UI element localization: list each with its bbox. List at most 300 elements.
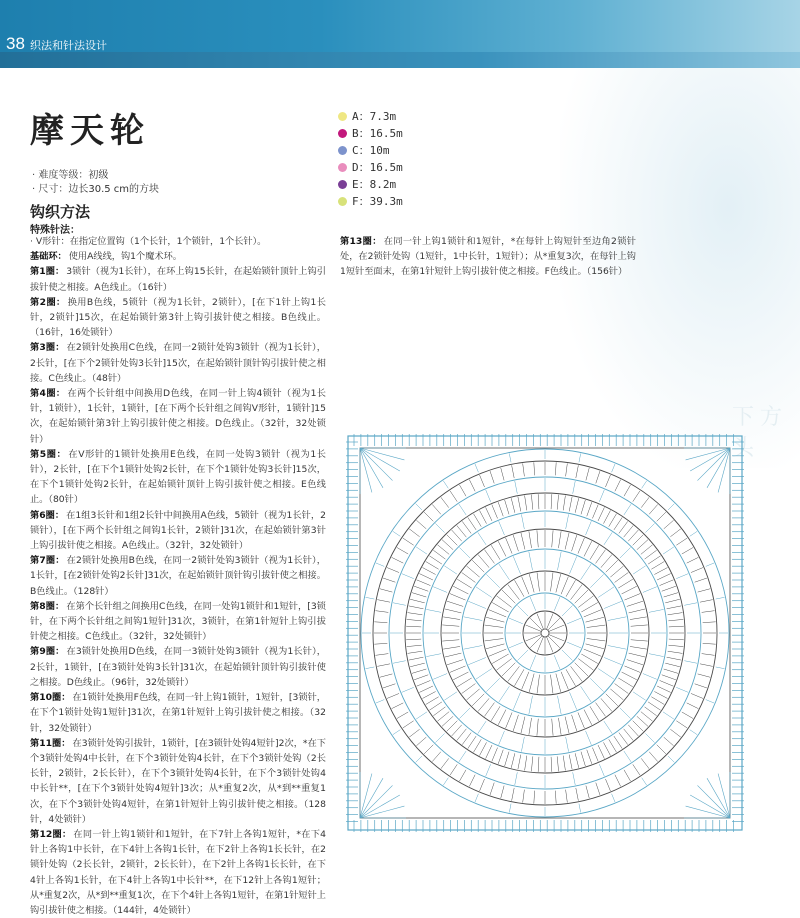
stitch-mark [615, 775, 621, 787]
stitch-mark [522, 672, 529, 690]
stitch-mark [499, 564, 510, 580]
stitch-mark [392, 557, 404, 563]
stitch-mark [529, 718, 532, 735]
stitch-mark [668, 645, 683, 646]
stitch-mark [484, 550, 494, 564]
round-label: 第11圈： [30, 737, 71, 749]
stitch-mark [682, 548, 693, 555]
stitch-mark [452, 530, 462, 541]
stitch-mark [485, 625, 504, 627]
stitch-mark [596, 783, 600, 795]
stitch-mark [614, 736, 622, 748]
stitch-mark [691, 693, 703, 698]
yarn-item [338, 193, 403, 210]
stitch-mark [548, 636, 560, 648]
stitch-mark [392, 703, 404, 709]
stitch-mark [409, 606, 424, 609]
stitch-mark [590, 574, 603, 587]
stitch-mark [584, 649, 602, 656]
stitch-mark [537, 614, 544, 630]
stitch-mark [509, 618, 523, 624]
stitch-mark [442, 640, 459, 641]
stitch-mark [474, 514, 482, 527]
stitch-mark [447, 721, 458, 732]
stitch-mark [581, 500, 585, 514]
yarn-amount: 16.5m [369, 161, 403, 174]
instruction-text: 在2锁针处换用B色线，在同一2锁针处钩3锁针（视为1长针），1长针，[在2锁针处钩2长针]31次，在起始锁针顶针钩引拔针使之相接。B色线止。（128针） [30, 555, 326, 597]
stitch-mark [668, 651, 683, 653]
stitch-mark [414, 675, 428, 680]
instruction-paragraph [30, 295, 326, 341]
stitch-mark [566, 580, 576, 596]
stitch-mark [581, 603, 597, 613]
stitch-mark [529, 574, 534, 592]
instruction-paragraph [30, 553, 326, 599]
stitch-mark [620, 708, 631, 719]
instruction-paragraph [30, 340, 326, 386]
stitch-mark [566, 737, 569, 752]
stitch-mark [663, 547, 674, 554]
stitch-mark [498, 502, 503, 516]
instruction-text: 使用A线线，钩1个魔术环。 [68, 251, 182, 263]
stitch-mark [435, 523, 444, 532]
stitch-mark [608, 645, 627, 649]
yarn-label: B： [352, 127, 370, 140]
stitch-mark [489, 610, 507, 617]
corner-stitch [360, 806, 404, 818]
stitch-mark [643, 587, 657, 593]
stitch-mark [433, 587, 447, 593]
stitch-mark [579, 804, 581, 813]
stitch-mark [444, 692, 456, 700]
instruction-paragraph [30, 447, 326, 508]
stitch-mark [633, 764, 640, 775]
stitch-mark [464, 617, 483, 621]
stitch-mark [603, 510, 610, 523]
stitch-mark [624, 666, 640, 673]
stitch-mark [698, 589, 711, 592]
stitch-mark [393, 661, 406, 664]
instruction-paragraph [30, 690, 326, 736]
stitch-mark [698, 674, 711, 677]
stitch-mark [604, 657, 622, 664]
corner-stitch [718, 774, 730, 818]
stitch-mark [366, 597, 375, 599]
stitch-mark [562, 650, 573, 661]
crochet-chart [344, 432, 746, 834]
stitch-mark [633, 535, 644, 546]
stitch-mark [441, 497, 449, 507]
stitch-mark [662, 675, 676, 680]
stitch-mark [409, 729, 419, 737]
stitch-mark [657, 745, 666, 754]
stitch-mark [387, 693, 399, 698]
stitch-mark [422, 691, 435, 698]
stitch-mark [706, 700, 714, 703]
stitch-mark [586, 468, 589, 481]
stitch-mark [450, 764, 457, 775]
stitch-mark [416, 520, 426, 529]
stitch-mark [630, 617, 647, 620]
page-number: 38 [6, 34, 25, 53]
stitch-mark [518, 497, 521, 512]
stitch-mark [515, 772, 518, 785]
stitch-mark [660, 680, 674, 686]
round-label: 第7圈： [30, 555, 65, 567]
stitch-mark [460, 485, 467, 496]
stitch-mark [547, 614, 554, 630]
stitch-mark [537, 530, 538, 547]
stitch-mark [664, 593, 678, 597]
stitch-mark [573, 772, 576, 785]
stitch-mark [550, 573, 552, 592]
stitch-mark [670, 729, 680, 737]
stitch-mark [562, 605, 573, 616]
stitch-mark [556, 574, 561, 592]
stitch-mark [587, 638, 606, 640]
stitch-mark [433, 674, 447, 680]
stitch-mark [567, 618, 581, 624]
stitch-mark [604, 721, 612, 733]
stitch-mark [501, 786, 504, 799]
stitch-mark [499, 521, 505, 535]
stitch-mark [578, 538, 585, 554]
difficulty-line [32, 166, 108, 181]
stitch-mark [447, 660, 463, 665]
stitch-mark [464, 645, 483, 649]
instruction-paragraph [30, 264, 326, 294]
stitch-mark [442, 625, 459, 626]
method-heading: 钩织方法 [30, 203, 91, 221]
header-bar [0, 0, 800, 68]
stitch-mark [586, 617, 604, 622]
yarn-amount: 8.2m [369, 178, 397, 191]
stitch-mark [402, 687, 414, 692]
round-label: 第12圈： [30, 828, 72, 840]
stitch-mark [467, 689, 480, 700]
round-label: 第8圈： [30, 600, 65, 612]
stitch-mark [393, 531, 400, 536]
stitch-mark [403, 721, 414, 728]
stitch-mark [557, 552, 561, 571]
stitch-mark [486, 745, 492, 759]
stitch-mark [668, 619, 683, 620]
stitch-mark [406, 626, 421, 627]
special-stitch-label: 特殊针法： [30, 225, 80, 236]
stitch-mark [660, 580, 674, 586]
stitch-mark [375, 611, 388, 613]
stitch-mark [565, 717, 569, 734]
stitch-mark [492, 505, 498, 519]
stitch-mark [460, 770, 467, 781]
stitch-mark [592, 748, 598, 762]
stitch-mark [657, 512, 666, 521]
stitch-mark [526, 635, 542, 642]
stitch-mark [619, 521, 628, 533]
stitch-mark [537, 637, 544, 653]
stitch-mark [567, 642, 581, 648]
stitch-mark [531, 495, 532, 510]
instruction-paragraph [30, 386, 326, 447]
stitch-mark [486, 678, 499, 691]
yarn-color-swatch [338, 197, 347, 206]
stitch-mark [480, 475, 485, 487]
stitch-mark [648, 556, 660, 564]
stitch-mark [530, 618, 542, 630]
stitch-mark [472, 694, 484, 706]
stitch-mark [606, 560, 618, 572]
stitch-mark [569, 556, 576, 574]
stitch-mark [511, 498, 515, 513]
instruction-text: 在3锁针处钩引拔针，1锁针，[在3锁针处钩4短针]2次，*在下个3锁针处钩4中长针，在下个3锁针处钩4长针，在下个3锁针处钩（2长长针，2锁针，2长长针），在下个3锁针处钩4长针，在下个3锁针处钩4中长针**，[在下个3锁针处钩4短针]3次；从*重复2次，从*到**重复1次，在下个3锁针处钩4短针，在第1针短针上钩引拔针使之相接。（128针，4处锁针） [30, 737, 326, 825]
stitch-mark [387, 568, 399, 573]
stitch-mark [569, 692, 576, 710]
stitch-mark [450, 594, 466, 601]
stitch-mark [555, 791, 556, 804]
stitch-mark [555, 462, 556, 475]
stitch-mark [509, 804, 511, 813]
stitch-mark [628, 530, 638, 541]
stitch-mark [662, 586, 676, 591]
stitch-mark [409, 657, 424, 660]
yarn-color-swatch [338, 180, 347, 189]
stitch-mark [703, 622, 716, 623]
stitch-mark [515, 669, 525, 685]
yarn-item [338, 125, 403, 142]
stitch-mark [581, 564, 592, 580]
stitch-mark [695, 578, 707, 582]
stitch-mark [612, 464, 615, 472]
stitch-mark [596, 550, 606, 564]
stitch-mark [590, 706, 599, 720]
yarn-amount: 10m [369, 144, 390, 157]
stitch-mark [664, 520, 674, 529]
stitch-mark [445, 653, 462, 657]
stitch-mark [380, 674, 393, 677]
stitch-mark [376, 700, 384, 703]
yarn-color-swatch [338, 129, 347, 138]
stitch-mark [604, 532, 612, 544]
instruction-paragraph [340, 234, 636, 280]
stitch-mark [649, 609, 664, 612]
stitch-mark [565, 533, 569, 550]
stitch-mark [509, 454, 511, 463]
stitch-mark [479, 742, 486, 755]
stitch-mark [572, 715, 577, 731]
yarn-color-swatch [338, 163, 347, 172]
stitch-mark [618, 579, 632, 588]
stitch-mark [702, 611, 715, 613]
stitch-mark [700, 600, 713, 603]
stitch-mark [486, 507, 492, 521]
stitch-mark [376, 563, 384, 566]
size-value: 边长30.5 cm的方块 [68, 184, 160, 195]
stitch-mark [397, 712, 408, 719]
stitch-mark [612, 794, 615, 802]
stitch-mark [419, 686, 433, 692]
corner-stitch [686, 448, 730, 460]
stitch-mark [534, 462, 535, 475]
stitch-mark [631, 625, 648, 626]
round-label: 第3圈： [30, 342, 65, 354]
stitch-mark [459, 547, 470, 558]
stitch-mark [512, 788, 515, 801]
stitch-mark [552, 530, 553, 547]
stitch-mark [377, 664, 390, 667]
stitch-mark [374, 643, 387, 644]
stitch-mark [569, 755, 572, 770]
stitch-mark [407, 619, 422, 620]
stitch-mark [426, 654, 441, 657]
stitch-mark [416, 712, 427, 719]
decorative-text: 下方头 [732, 405, 789, 461]
stitch-mark [610, 689, 623, 700]
stitch-mark [637, 716, 648, 726]
stitch-mark [596, 471, 600, 483]
stitch-mark [716, 667, 725, 669]
stitch-mark [511, 753, 515, 768]
corner-stitch [360, 448, 372, 492]
stitch-mark [604, 601, 622, 608]
stitch-mark [505, 752, 509, 766]
stitch-mark [643, 674, 657, 680]
stitch-mark [525, 756, 527, 771]
stitch-mark [459, 708, 470, 719]
stitch-mark [573, 481, 576, 494]
stitch-mark [624, 594, 640, 601]
stitch-mark [383, 578, 395, 582]
stitch-mark [669, 639, 684, 640]
stitch-mark [478, 698, 489, 711]
stitch-mark [416, 737, 426, 746]
stitch-mark [552, 719, 553, 736]
stitch-mark [551, 494, 552, 509]
instructions-column-1 [30, 234, 326, 918]
stitch-mark [521, 514, 524, 529]
stitch-mark [576, 465, 579, 478]
yarn-list [338, 108, 403, 210]
stitch-mark [486, 644, 504, 649]
stitch-mark [408, 651, 423, 653]
stitch-mark [433, 707, 445, 716]
stitch-mark [549, 635, 565, 642]
stitch-mark [453, 672, 468, 680]
stitch-mark [377, 600, 390, 603]
round-label: 第5圈： [30, 448, 67, 460]
stitch-mark [641, 545, 653, 555]
stitch-mark [380, 589, 393, 592]
stitch-mark [558, 531, 561, 548]
stitch-mark [518, 755, 521, 770]
stitch-mark [566, 790, 568, 803]
stitch-mark [538, 757, 539, 772]
stitch-mark [690, 730, 697, 735]
stitch-mark [537, 675, 539, 694]
corner-stitch [360, 774, 372, 818]
stitch-mark [468, 517, 476, 529]
stitch-mark [397, 548, 408, 555]
stitch-mark [667, 657, 682, 660]
stitch-mark [402, 574, 414, 579]
stitch-mark [620, 547, 631, 558]
stitch-mark [645, 550, 657, 559]
stitch-mark [484, 703, 494, 717]
stitch-mark [645, 733, 654, 742]
stitch-mark [515, 580, 525, 596]
stitch-mark [523, 463, 525, 476]
instruction-text: 换用B色线，5锁针（视为1长针，2锁针），[在下1针上钩1长针，2锁针]15次，在起始锁针第3针上钩引拔针使之相接。B色线止。（16针，16处锁针） [30, 296, 326, 339]
stitch-mark [424, 745, 433, 754]
stitch-mark [468, 657, 486, 664]
stitch-mark [501, 468, 504, 481]
stitch-mark [468, 601, 486, 608]
yarn-item [338, 176, 403, 193]
stitch-mark [557, 495, 558, 510]
stitch-mark [664, 737, 674, 746]
stitch-mark [557, 756, 558, 771]
round-label: 第10圈： [30, 692, 71, 704]
stitch-mark [622, 672, 637, 680]
instruction-text: 在3锁针处换用D色线，在同一3锁针处钩3锁针（视为1长针），2长针，1锁针，[在3锁针处钩3长针]31次，在起始锁针顶针钩引拔针使之相接。D色线止。（96针，32处锁针） [30, 646, 326, 688]
stitch-mark [676, 721, 687, 728]
stitch-mark [566, 669, 576, 685]
stitch-mark [641, 497, 649, 507]
round-label: 第4圈： [30, 388, 66, 400]
stitch-mark [668, 504, 674, 510]
stitch-mark [633, 692, 645, 700]
stitch-mark [605, 475, 610, 487]
stitch-mark [472, 560, 484, 572]
stitch-mark [645, 707, 657, 716]
stitch-mark [414, 586, 428, 591]
stitch-mark [664, 669, 678, 673]
stitch-mark [530, 655, 536, 669]
stitch-mark [676, 574, 688, 579]
stitch-mark [654, 691, 667, 698]
yarn-amount: 16.5m [369, 127, 403, 140]
stitch-mark [452, 725, 462, 736]
stitch-mark [416, 547, 427, 554]
yarn-label: A： [352, 110, 370, 123]
stitch-mark [605, 779, 610, 791]
stitch-mark [575, 753, 579, 768]
stitch-mark [506, 538, 513, 554]
stitch-mark [615, 480, 621, 492]
round-label: 第13圈： [340, 236, 382, 247]
stitch-mark [457, 729, 467, 741]
stitch-mark [486, 617, 504, 622]
size-label: · 尺寸： [32, 184, 69, 195]
stitch-mark [649, 504, 658, 514]
stitch-mark [598, 507, 604, 521]
stitch-mark [651, 562, 664, 570]
stitch-mark [462, 684, 476, 694]
stitch-mark [624, 504, 631, 515]
stitch-mark [579, 454, 581, 463]
stitch-mark [629, 653, 646, 657]
stitch-mark [624, 729, 634, 741]
stitch-mark [426, 609, 441, 612]
stitch-mark [443, 646, 460, 649]
stitch-mark [581, 654, 597, 664]
stitch-mark [447, 535, 458, 546]
stitch-mark [438, 545, 450, 555]
stitch-mark [586, 731, 592, 745]
stitch-mark [432, 752, 441, 762]
stitch-mark [408, 613, 423, 615]
instruction-text: 在1组3长针和1组2长针中间换用A色线，5锁针（视为1长针，2锁针），[在下两个长针组之间钩1长针，2锁针]31次，在起始锁针第3针上钩引拔针使之相接。A色线止。（32针，32处锁针） [30, 509, 326, 552]
stitch-mark [627, 660, 643, 665]
